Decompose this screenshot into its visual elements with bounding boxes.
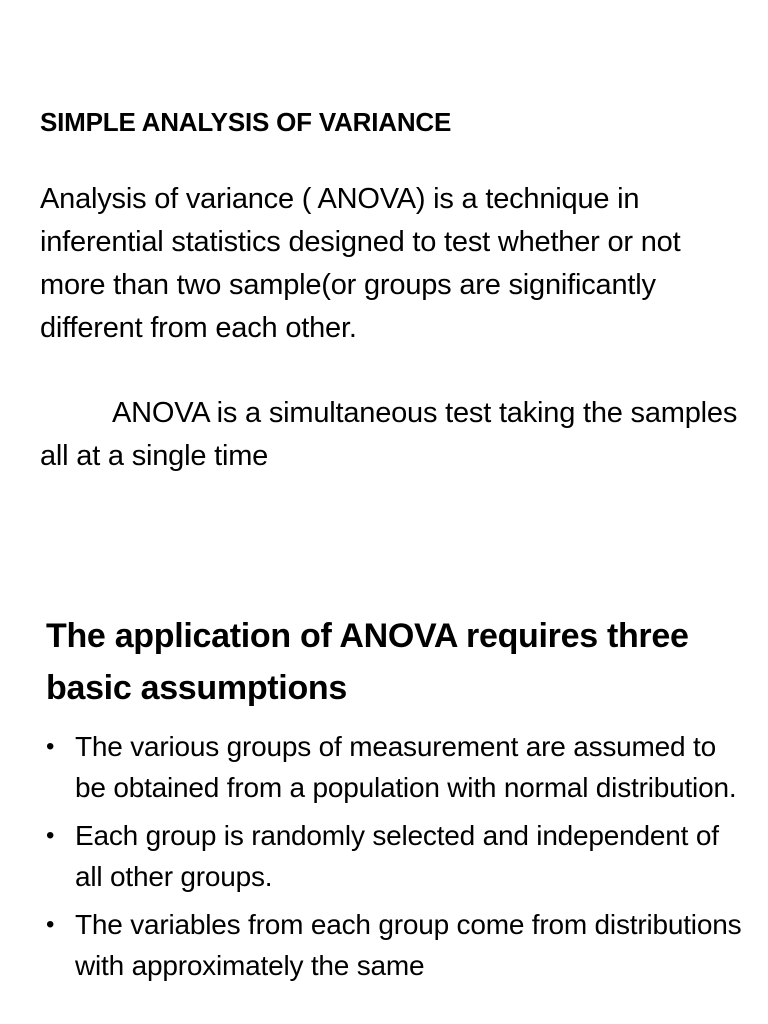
list-item-text: The various groups of measurement are assumed to be obtained from a population with normal distribution. xyxy=(75,731,737,803)
definition-paragraph: Analysis of variance ( ANOVA) is a technique in inferential statistics designed to test whether or not more than two sample(or groups are significantly different from each other. xyxy=(40,183,681,344)
assumptions-list xyxy=(46,726,746,986)
bullet-icon: • xyxy=(46,822,55,849)
list-item-text: Each group is randomly selected and independent of all other groups. xyxy=(75,820,719,892)
list-item xyxy=(46,726,746,808)
bullet-icon: • xyxy=(46,733,55,760)
simultaneous-test-paragraph: ANOVA is a simultaneous test taking the samples all at a single time xyxy=(40,397,738,472)
slide-anova-assumptions xyxy=(46,610,746,993)
bullet-icon: • xyxy=(46,911,55,938)
slide-title: SIMPLE ANALYSIS OF VARIANCE xyxy=(40,107,452,137)
list-item xyxy=(46,815,746,897)
assumptions-heading: The application of ANOVA requires three basic assumptions xyxy=(46,617,689,707)
list-item xyxy=(46,904,746,986)
slide-anova-intro xyxy=(40,104,740,478)
list-item-text: The variables from each group come from distributions with approximately the same xyxy=(75,909,742,981)
